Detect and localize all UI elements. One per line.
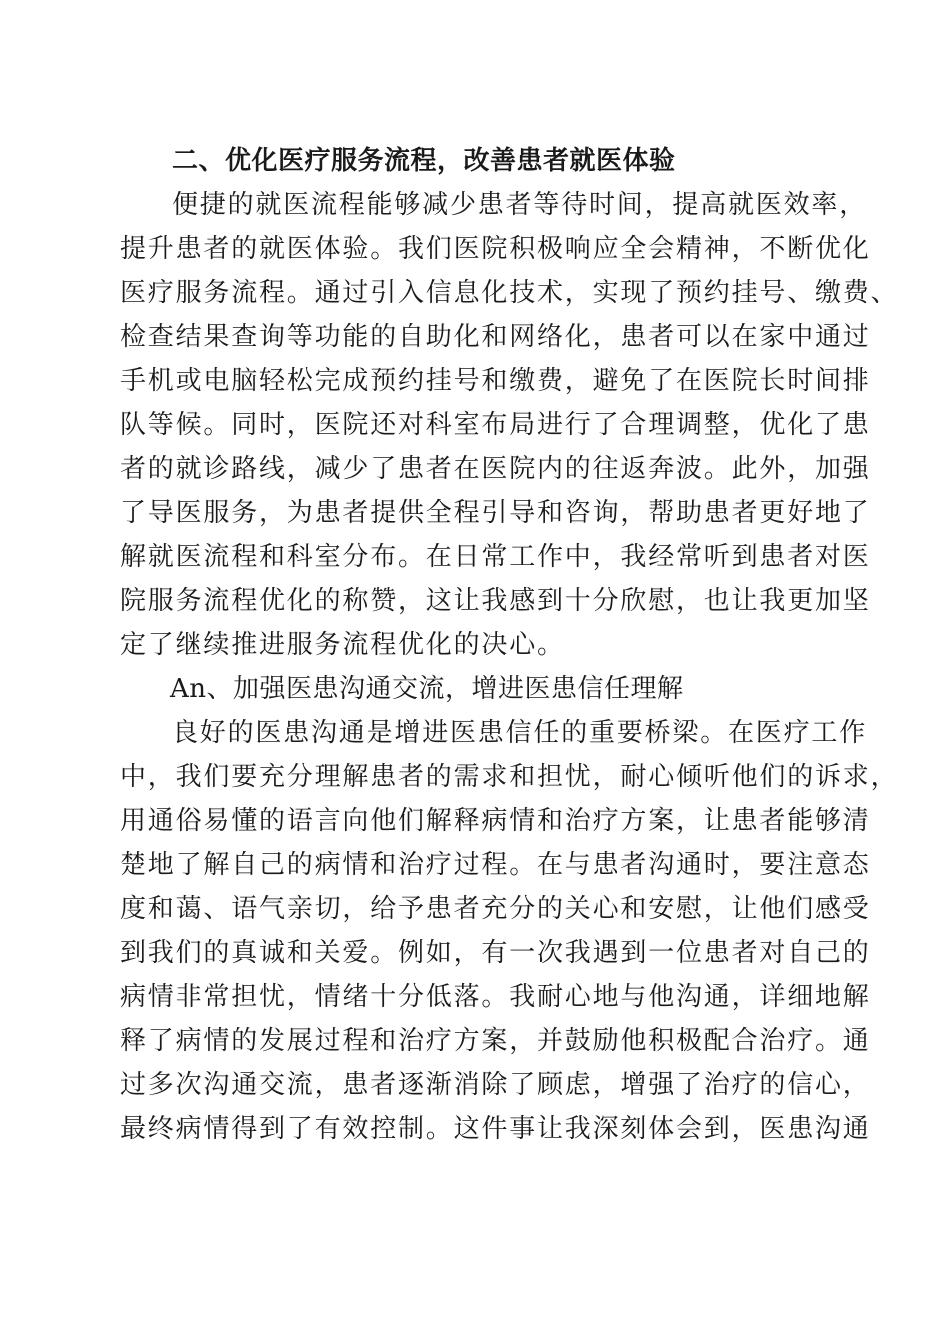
paragraph-line: 手机或电脑轻松完成预约挂号和缴费，避免了在医院长时间排	[120, 366, 871, 396]
paragraph-line: 病情非常担忧，情绪十分低落。我耐心地与他沟通，详细地解	[120, 982, 871, 1012]
paragraph-line: 提升患者的就医体验。我们医院积极响应全会精神，不断优化	[120, 234, 871, 264]
paragraph-line: 良好的医患沟通是增进医患信任的重要桥梁。在医疗工作	[172, 718, 868, 748]
paragraph-line: 队等候。同时，医院还对科室布局进行了合理调整，优化了患	[120, 410, 871, 440]
paragraph-line: 度和蔼、语气亲切，给予患者充分的关心和安慰，让他们感受	[120, 894, 871, 924]
document-body	[120, 139, 899, 1151]
paragraph-line: 定了继续推进服务流程优化的决心。	[120, 630, 565, 660]
paragraph-line: 者的就诊路线，减少了患者在医院内的往返奔波。此外，加强	[120, 454, 871, 484]
paragraph-line: 到我们的真诚和关爱。例如，有一次我遇到一位患者对自己的	[120, 938, 871, 968]
paragraph-line: 院服务流程优化的称赞，这让我感到十分欣慰，也让我更加坚	[120, 586, 871, 616]
section-heading-communication: An、加强医患沟通交流，增进医患信任理解	[170, 674, 684, 704]
paragraph-line: 检查结果查询等功能的自助化和网络化，患者可以在家中通过	[120, 322, 871, 352]
paragraph-line: 便捷的就医流程能够减少患者等待时间，提高就医效率，	[172, 190, 868, 220]
paragraph-line: 了导医服务，为患者提供全程引导和咨询，帮助患者更好地了	[120, 498, 871, 528]
paragraph-line: 医疗服务流程。通过引入信息化技术，实现了预约挂号、缴费、	[120, 278, 899, 308]
paragraph-service-process	[120, 183, 899, 667]
section-heading-optimize-service: 二、优化医疗服务流程，改善患者就医体验	[172, 146, 676, 176]
paragraph-line: 楚地了解自己的病情和治疗过程。在与患者沟通时，要注意态	[120, 850, 871, 880]
paragraph-line: 中，我们要充分理解患者的需求和担忧，耐心倾听他们的诉求，	[120, 762, 899, 792]
paragraph-line: 过多次沟通交流，患者逐渐消除了顾虑，增强了治疗的信心，	[120, 1070, 871, 1100]
paragraph-line: 最终病情得到了有效控制。这件事让我深刻体会到，医患沟通	[120, 1114, 871, 1144]
paragraph-line: 解就医流程和科室分布。在日常工作中，我经常听到患者对医	[120, 542, 871, 572]
paragraph-line: 释了病情的发展过程和治疗方案，并鼓励他积极配合治疗。通	[120, 1026, 871, 1056]
paragraph-line: 用通俗易懂的语言向他们解释病情和治疗方案，让患者能够清	[120, 806, 871, 836]
paragraph-communication	[120, 711, 899, 1151]
